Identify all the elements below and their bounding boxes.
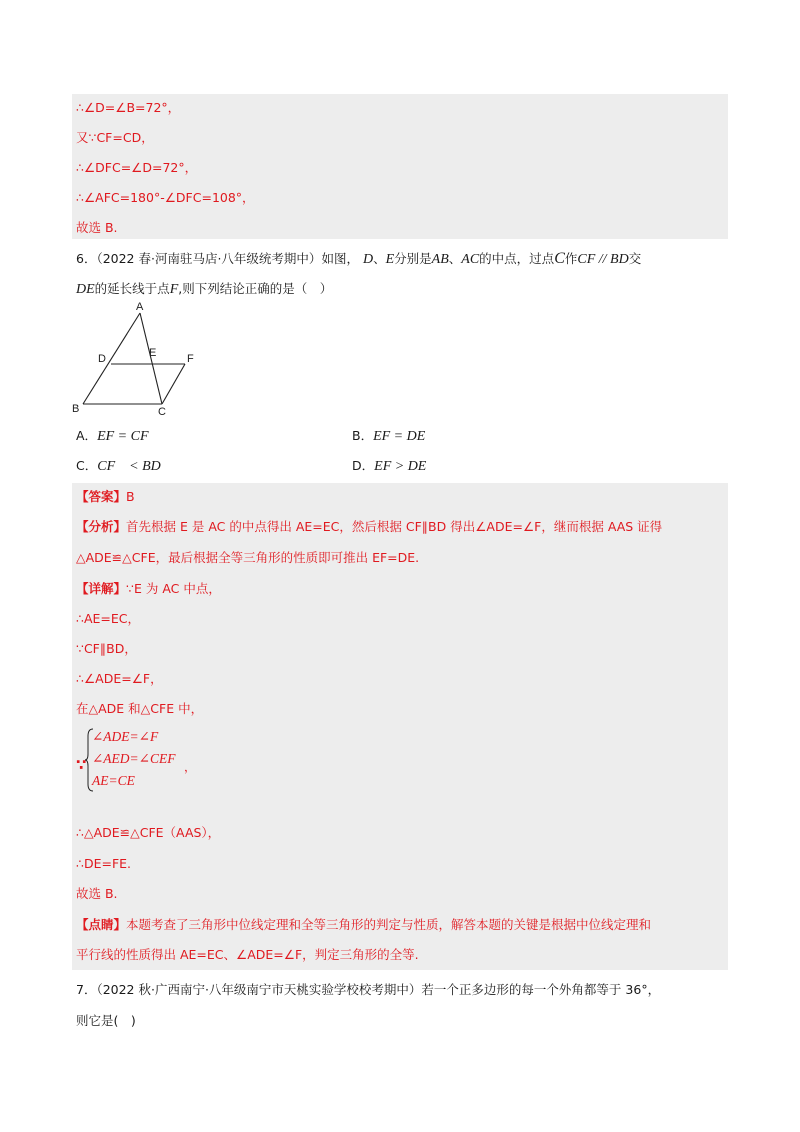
option-text: EF = CF (97, 429, 149, 444)
question-text: （2022 秋·广西南宁·八年级南宁市天桃实验学校校考期中）若一个正多边形的每一个外角都等于 36°， (96, 982, 661, 997)
analysis-tag: 【分析】 (76, 519, 127, 534)
math-ac: AC (461, 252, 480, 267)
segment-cf (162, 364, 185, 404)
comment-text: 本题考查了三角形中位线定理和全等三角形的判定与性质，解答本题的关键是根据中位线定理和 (126, 917, 652, 932)
detail-line-3: ∵CF∥BD， (76, 641, 137, 656)
math-c: C (554, 250, 565, 267)
option-d[interactable] (352, 457, 426, 476)
option-c[interactable] (76, 457, 161, 476)
option-b[interactable] (352, 427, 425, 446)
question-number: 6． (76, 251, 97, 266)
stem-text: 、 (373, 251, 386, 266)
math-ab: AB (431, 252, 449, 267)
comment-line-2: 平行线的性质得出 AE=EC、∠ADE=∠F，判定三角形的全等. (76, 947, 419, 962)
stem-text: 作 (564, 251, 578, 266)
label-c: C (158, 406, 166, 418)
label-d: D (98, 353, 106, 365)
answer-tag: 【答案】 (76, 489, 127, 504)
solution-line: ∴∠DFC=∠D=72°， (76, 160, 198, 175)
condition-3: AE=CE (92, 773, 135, 788)
solution-line: ∴∠AFC=180°-∠DFC=108°， (76, 190, 255, 205)
brace-system (76, 726, 276, 796)
option-letter: B． (352, 428, 374, 443)
option-letter: C． (76, 458, 98, 473)
math-de: DE (76, 282, 95, 297)
solution-line: 又∵CF=CD， (76, 130, 154, 145)
math-f: F (169, 282, 179, 297)
answer-value: B (126, 489, 135, 504)
geometry-figure (60, 300, 210, 418)
detail-line-6: ∴△ADE≌△CFE（AAS）， (76, 825, 221, 840)
question-6-stem-line2 (76, 280, 332, 299)
brace-comma: ， (184, 760, 197, 774)
condition-1: ∠ADE=∠F (92, 729, 159, 744)
question-7-stem-line2: 则它是( ) (76, 1013, 136, 1028)
question-number: 7． (76, 982, 97, 997)
question-6-stem (76, 250, 641, 269)
label-f: F (187, 353, 194, 365)
detail-tag: 【详解】 (76, 581, 127, 596)
solution-line: 故选 B. (76, 220, 118, 235)
question-source: （2022 春·河南驻马店·八年级统考期中） (96, 251, 322, 266)
label-e: E (149, 347, 157, 359)
option-text: CF < BD (97, 459, 161, 474)
detail-line-1 (76, 580, 221, 598)
math-cf-parallel-bd: CF // BD (577, 252, 629, 267)
stem-text: 、 (448, 251, 462, 266)
option-a[interactable] (76, 427, 149, 446)
label-a: A (136, 301, 144, 313)
stem-text: 交 (628, 251, 642, 266)
because-symbol: ∵ (76, 756, 87, 774)
condition-2: ∠AED=∠CEF (92, 751, 176, 766)
segment-ab (83, 313, 140, 404)
stem-text: 的中点，过点 (479, 251, 555, 266)
comment-tag: 【点睛】 (76, 917, 127, 932)
detail-line-8: 故选 B. (76, 886, 118, 901)
comment-line-1 (76, 916, 651, 934)
brace-conditions (92, 726, 175, 792)
analysis-line-2: △ADE≌△CFE，最后根据全等三角形的性质即可推出 EF=DE. (76, 550, 420, 565)
analysis-line-1 (76, 518, 662, 536)
stem-text: 的延长线于点 (94, 281, 170, 296)
analysis-text: 首先根据 E 是 AC 的中点得出 AE=EC，然后根据 CF∥BD 得出∠ADE=∠F，继而根据 AAS 证得 (126, 519, 663, 534)
solution-line: ∴∠D=∠B=72°， (76, 100, 181, 115)
detail-line-2: ∴AE=EC， (76, 611, 141, 626)
detail-line-7: ∴DE=FE. (76, 856, 132, 871)
option-text: EF = DE (373, 429, 426, 444)
label-b: B (72, 403, 80, 415)
math-d: D (362, 252, 374, 267)
option-letter: D． (352, 458, 375, 473)
detail-text: ∵E 为 AC 中点， (126, 581, 221, 596)
answer-line (76, 488, 135, 506)
math-e: E (385, 252, 395, 267)
question-7-stem (76, 981, 660, 999)
option-text: EF > DE (374, 459, 427, 474)
stem-text: ,则下列结论正确的是（ ） (178, 281, 333, 296)
stem-text: 分别是 (394, 251, 432, 266)
option-letter: A． (76, 428, 98, 443)
stem-text: 如图， (321, 251, 359, 266)
detail-line-5: 在△ADE 和△CFE 中， (76, 701, 204, 716)
detail-line-4: ∴∠ADE=∠F， (76, 671, 163, 686)
